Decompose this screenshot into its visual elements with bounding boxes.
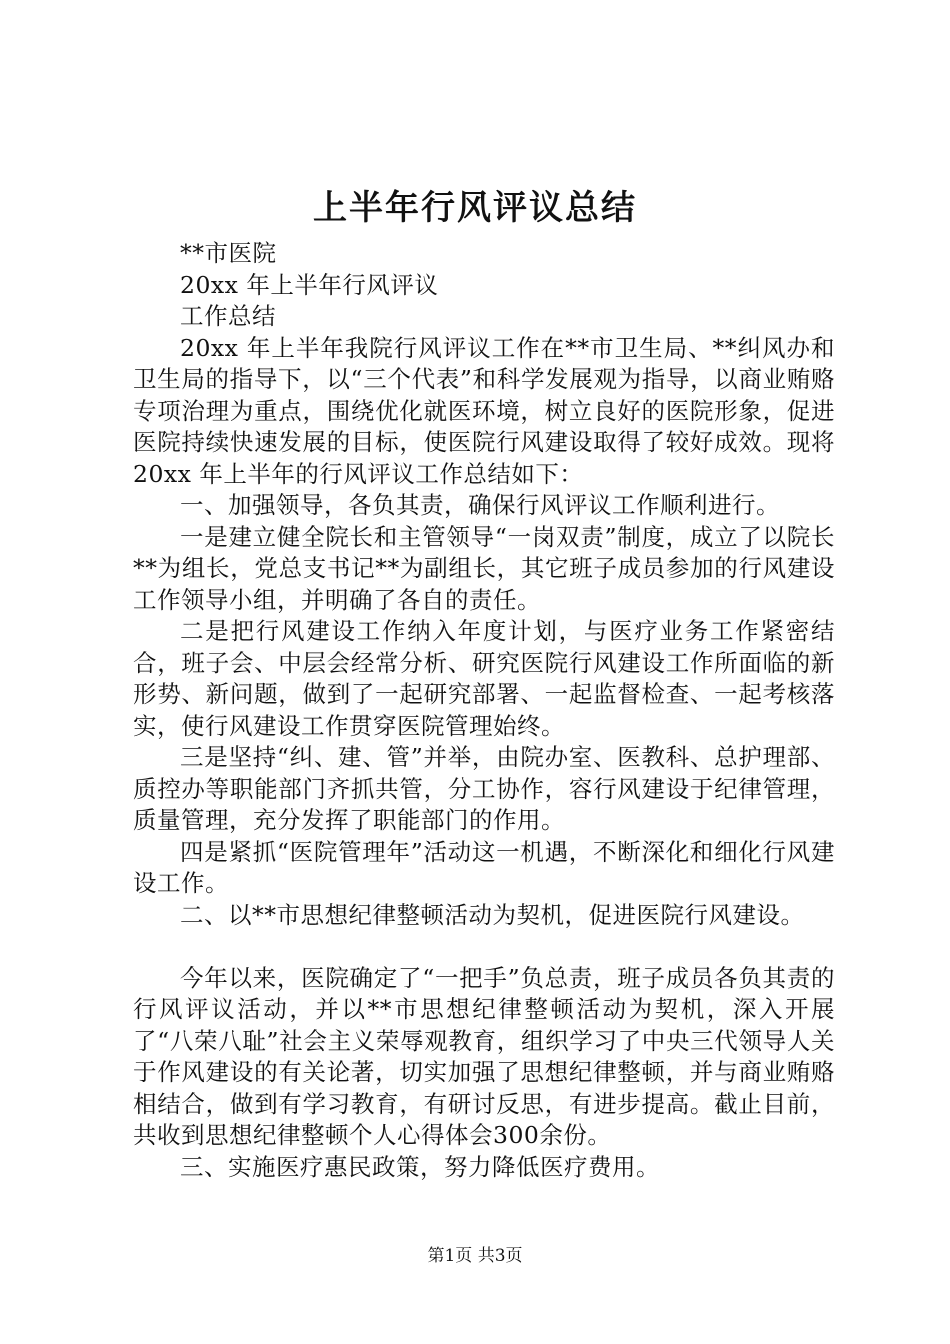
- hospital-name-line: **市医院: [180, 239, 277, 267]
- section-2-paragraph: 今年以来，医院确定了“一把手”负总责，班子成员各负其责的行风评议活动，并以**市思想纪律整顿活动为契机，深入开展了“八荣八耻”社会主义荣辱观教育，组织学习了中央三代领导人关于作风建设的有关论著，切实加强了思想纪律整顿，并与商业贿赂相结合，做到有学习教育，有研讨反思，有进步提高。截止目前，共收到思想纪律整顿个人心得体会300余份。: [133, 963, 835, 1149]
- page-number-footer: 第1页 共3页: [427, 1246, 523, 1266]
- paragraph-item-1: 一是建立健全院长和主管领导“一岗双责”制度，成立了以院长**为组长，党总支书记**为副组长，其它班子成员参加的行风建设工作领导小组，并明确了各自的责任。: [133, 522, 835, 614]
- paragraph-item-2: 二是把行风建设工作纳入年度计划，与医疗业务工作紧密结合，班子会、中层会经常分析、研究医院行风建设工作所面临的新形势、新问题，做到了一起研究部署、一起监督检查、一起考核落实，使行风建设工作贯穿医院管理始终。: [133, 617, 835, 740]
- document-title: 上半年行风评议总结: [313, 188, 637, 228]
- intro-paragraph: 20xx 年上半年我院行风评议工作在**市卫生局、**纠风办和卫生局的指导下，以“三个代表”和科学发展观为指导，以商业贿赂专项治理为重点，围绕优化就医环境，树立良好的医院形象，促进医院持续快速发展的目标，使医院行风建设取得了较好成效。现将20xx 年上半年的行风评议工作总结如下：: [133, 333, 835, 488]
- paragraph-item-3: 三是坚持“纠、建、管”并举，由院办室、医教科、总护理部、质控办等职能部门齐抓共管，分工协作，容行风建设于纪律管理，质量管理，充分发挥了职能部门的作用。: [133, 743, 835, 834]
- subtitle-line-1: 20xx 年上半年行风评议: [180, 270, 439, 299]
- blank-line: [133, 931, 835, 963]
- document-body: [133, 238, 835, 1183]
- section-heading-1: 一、加强领导，各负其责，确保行风评议工作顺利进行。: [180, 491, 780, 519]
- subtitle-line-2: 工作总结: [180, 302, 276, 330]
- section-heading-2: 二、以**市思想纪律整顿活动为契机，促进医院行风建设。: [180, 900, 805, 929]
- section-heading-3: 三、实施医疗惠民政策，努力降低医疗费用。: [180, 1152, 660, 1181]
- paragraph-item-4: 四是紧抓“医院管理年”活动这一机遇，不断深化和细化行风建设工作。: [133, 837, 835, 897]
